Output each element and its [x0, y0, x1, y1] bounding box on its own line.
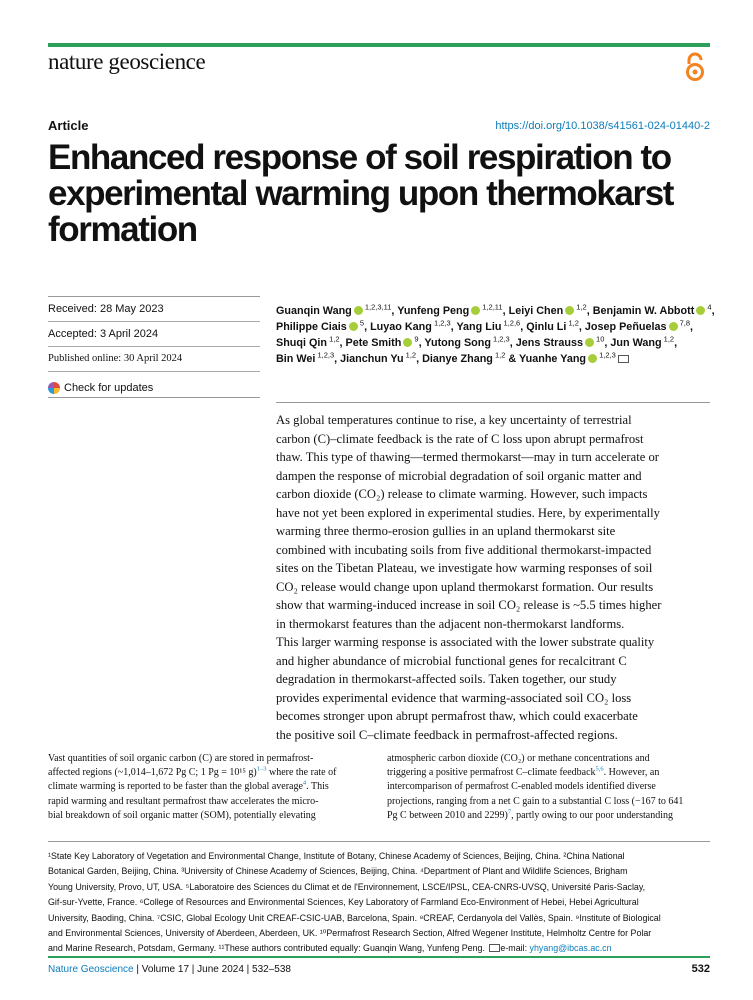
- footnote-divider: [48, 841, 710, 842]
- author-affiliation: 7,8: [677, 318, 691, 328]
- orcid-icon[interactable]: [471, 306, 480, 315]
- author-affiliation: 1,2: [403, 350, 417, 360]
- author-affiliation: 1,2: [326, 334, 340, 344]
- author-name[interactable]: Yuanhe Yang $^{1,2,3}$: [519, 353, 629, 365]
- open-access-icon: [683, 52, 707, 82]
- author-name[interactable]: Benjamin W. Abbott $^4$: [592, 302, 712, 317]
- author-affiliation: 1,2,3: [431, 318, 451, 328]
- body-line: intercomparison of permafrost C-enabled models identified diverse: [387, 781, 656, 793]
- orcid-icon[interactable]: [669, 322, 678, 331]
- article-type: Article: [48, 118, 89, 133]
- abstract-line: and higher abundance of microbial functional genes for recalcitrant C: [276, 653, 627, 668]
- author-affiliation: 1,2: [574, 302, 587, 312]
- author-name[interactable]: Yutong Song $^{1,2,3}$: [424, 334, 510, 349]
- author-affiliation: 1,2,3: [490, 334, 510, 344]
- abstract-line: dampen the response of microbial degradation of soil organic matter and: [276, 468, 642, 483]
- author-name[interactable]: Jianchun Yu $^{1,2}$: [340, 350, 417, 365]
- footer-citation: [48, 964, 291, 975]
- abstract-line: have not yet been explored in experimental studies. Here, by experimentally: [276, 505, 660, 520]
- author-name[interactable]: Yang Liu $^{1,2,6}$: [456, 318, 521, 333]
- affiliation-line: University, Baoding, China. ⁷CSIC, Global Ecology Unit CREAF-CSIC-UAB, Barcelona, Spain. ⁸CREAF, Cerdanyola del Vallès, Spain. ⁹Institute of Biological: [48, 912, 661, 923]
- author-affiliation: 1,2,3: [315, 350, 335, 360]
- author-name[interactable]: Pete Smith $^9$: [345, 334, 419, 349]
- body-line: projections, ranging from a net C gain to a substantial C loss (−167 to 641: [387, 795, 684, 807]
- author-name[interactable]: Josep Peñuelas $^{7,8}$: [584, 318, 691, 333]
- body-line: Vast quantities of soil organic carbon (C) are stored in permafrost-: [48, 753, 314, 764]
- published-date: Published online: 30 April 2024: [48, 347, 260, 372]
- body-column-left: [48, 752, 373, 823]
- author-affiliation: 10: [593, 334, 605, 344]
- abstract-divider: [276, 402, 710, 403]
- author-affiliation: 1,2,6: [501, 318, 521, 328]
- affiliations: [48, 849, 716, 957]
- affiliation-line: Botanical Garden, Beijing, China. ³University of Chinese Academy of Sciences, Beijing, China. ⁴Department of Plant and Wildlife Sciences, Brigham: [48, 866, 628, 877]
- author-name[interactable]: Bin Wei $^{1,2,3}$: [276, 350, 335, 365]
- orcid-icon[interactable]: [354, 306, 363, 315]
- abstract-line: provides experimental evidence that warming-associated soil CO₂ loss: [276, 690, 632, 705]
- reference-link[interactable]: 4: [302, 780, 307, 788]
- footer-volume-info: | Volume 17 | June 2024 | 532–538: [133, 964, 291, 975]
- abstract-line: the positive soil C–climate feedback in permafrost-affected regions.: [276, 727, 618, 742]
- mail-icon[interactable]: [618, 355, 629, 363]
- article-history: [48, 296, 260, 398]
- reference-link[interactable]: 1–3: [256, 765, 267, 773]
- orcid-icon[interactable]: [588, 354, 597, 363]
- body-line: triggering a positive permafrost C–climate feedback$^{5,6}$. However, an: [387, 765, 660, 779]
- author-affiliation: 1,2: [566, 318, 579, 328]
- affiliation-line: and Marine Research, Potsdam, Germany. ¹¹These authors contributed equally: Guanqin Wang, Yunfeng Peng. e-mail: yhyang@ibcas.ac.cn: [48, 943, 612, 954]
- body-column-right: [387, 752, 712, 823]
- abstract-line: combined with incubating soils from five additional thermokarst-impacted: [276, 542, 652, 557]
- abstract-line: sites on the Tibetan Plateau, we investigate how warming responses of soil: [276, 561, 653, 575]
- doi-link[interactable]: https://doi.org/10.1038/s41561-024-01440-2: [495, 120, 710, 132]
- abstract: [276, 411, 718, 744]
- orcid-icon[interactable]: [696, 306, 705, 315]
- check-updates-icon: [48, 382, 60, 394]
- body-line: bial breakdown of soil organic matter (SOM), potentially elevating: [48, 809, 316, 821]
- affiliation-line: ¹State Key Laboratory of Vegetation and Environmental Change, Institute of Botany, Chinese Academy of Sciences, Beijing, China. ²China National: [48, 851, 625, 861]
- body-line: Pg C between 2010 and 2299)$^7$, partly owing to our poor understanding: [387, 808, 673, 821]
- abstract-line: carbon (C)–climate feedback is the rate of C loss upon abrupt permafrost: [276, 431, 644, 446]
- abstract-line: As global temperatures continue to rise, a key uncertainty of terrestrial: [276, 413, 632, 427]
- affiliation-line: Young University, Provo, UT, USA. ⁵Laboratoire des Sciences du Climat et de l'Environnement, LSCE/IPSL, CEA-CNRS-UVSQ, Université Paris-Saclay,: [48, 881, 646, 892]
- orcid-icon[interactable]: [585, 338, 594, 347]
- affiliation-line: and Environmental Sciences, University of Aberdeen, Aberdeen, UK. ¹⁰Permafrost Research Section, Alfred Wegener Institute, Helmholtz Centre for Polar: [48, 928, 652, 939]
- body-line: climate warming is reported to be faster than the global average$^4$. This: [48, 780, 329, 793]
- abstract-line: CO₂ release would change upon upland thermokarst formation. Our results: [276, 579, 654, 594]
- reference-link[interactable]: 7: [507, 808, 512, 816]
- author-name[interactable]: Luyao Kang $^{1,2,3}$: [370, 318, 451, 333]
- abstract-line: carbon dioxide (CO₂) release to climate warming. However, such impacts: [276, 487, 648, 501]
- abstract-line: becomes stronger upon abrupt permafrost thaw, which could exacerbate: [276, 709, 638, 723]
- author-name[interactable]: Qinlu Li $^{1,2}$: [526, 318, 579, 333]
- author-name[interactable]: Shuqi Qin $^{1,2}$: [276, 334, 340, 349]
- header-accent-bar: [48, 43, 710, 47]
- author-affiliation: 5: [357, 318, 365, 328]
- mail-icon: [489, 944, 500, 952]
- abstract-line: thaw. This type of thawing—termed thermokarst—may in turn accelerate or: [276, 450, 659, 464]
- author-name[interactable]: Philippe Ciais $^5$: [276, 318, 365, 333]
- abstract-line: show that warming-induced increase in soil CO₂ release is ~5.5 times higher: [276, 598, 662, 612]
- author-name[interactable]: Jun Wang $^{1,2}$: [610, 334, 675, 349]
- orcid-icon[interactable]: [565, 306, 574, 315]
- author-affiliation: 1,2,3,11: [362, 302, 392, 312]
- author-name[interactable]: Jens Strauss $^{10}$: [515, 334, 605, 349]
- email-link[interactable]: yhyang@ibcas.ac.cn: [529, 943, 612, 954]
- footer-accent-bar: [48, 956, 710, 958]
- affiliation-line: Gif-sur-Yvette, France. ⁶College of Resources and Environmental Sciences, Key Laboratory of Farmland Eco-Environment of Hebei, Hebei Agricultural: [48, 897, 639, 908]
- orcid-icon[interactable]: [349, 322, 358, 331]
- abstract-line: in thermokarst features than the adjacent non-thermokarst landforms.: [276, 616, 625, 631]
- check-updates-label: Check for updates: [64, 381, 154, 394]
- journal-name[interactable]: nature geoscience: [48, 49, 206, 74]
- author-affiliation: 1,2,3: [597, 350, 616, 360]
- abstract-line: This larger warming response is associated with the lower substrate quality: [276, 635, 655, 649]
- body-line: atmospheric carbon dioxide (CO₂) or methane concentrations and: [387, 753, 650, 764]
- author-name[interactable]: Guanqin Wang $^{1,2,3,11}$: [276, 302, 392, 317]
- abstract-line: warming three thermo-erosion gullies in an upland thermokarst site: [276, 524, 616, 538]
- author-affiliation: 1,2: [661, 334, 675, 344]
- reference-link[interactable]: 5,6: [595, 765, 604, 773]
- accepted-date: Accepted: 3 April 2024: [48, 322, 260, 347]
- orcid-icon[interactable]: [403, 338, 412, 347]
- author-name[interactable]: Leiyi Chen $^{1,2}$: [508, 302, 587, 317]
- author-affiliation: 1,2,11: [480, 302, 503, 312]
- author-affiliation: 9: [412, 334, 419, 344]
- footer-journal-link[interactable]: Nature Geoscience: [48, 964, 134, 975]
- check-updates-button[interactable]: [48, 372, 260, 397]
- body-line: rapid warming and resultant permafrost thaw accelerates the micro-: [48, 795, 319, 807]
- author-list: Guanqin Wang $^{1,2,3,11}$, Yunfeng Peng $^{1,2,11}$, Leiyi Chen $^{1,2}$, Benjamin W. Abbott $^4$, Philippe Ciais $^5$, Luyao Kang $^{1,2,3}$, Yang Liu $^{1,2,6}$, Qinlu Li $^{1,2}$, Josep Peñuelas $^{7,8}$, Shuqi Qin $^{1,2}$, Pete Smith $^9$, Yutong Song $^{1,2,3}$, Jens Strauss $^{10}$, Jun Wang $^{1,2}$, Bin Wei $^{1,2,3}$, Jianchun Yu $^{1,2}$, Dianye Zhang $^{1,2}$ & Yuanhe Yang $^{1,2,3}$: [276, 302, 715, 365]
- body-line: affected regions (~1,014–1,672 Pg C; 1 Pg = 10¹⁵ g)$^{1-3}$ where the rate of: [48, 765, 337, 779]
- author-affiliation: 4: [705, 302, 712, 312]
- author-name[interactable]: Dianye Zhang $^{1,2}$: [422, 350, 506, 365]
- received-date: Received: 28 May 2023: [48, 297, 260, 322]
- page-number: 532: [691, 963, 710, 975]
- author-affiliation: 1,2: [492, 350, 506, 360]
- author-name[interactable]: Yunfeng Peng $^{1,2,11}$: [397, 302, 503, 317]
- abstract-line: degradation in thermokarst-affected soils. Taken together, our study: [276, 672, 617, 686]
- article-title: Enhanced response of soil respiration to experimental warming upon thermokarst formation: [48, 138, 674, 249]
